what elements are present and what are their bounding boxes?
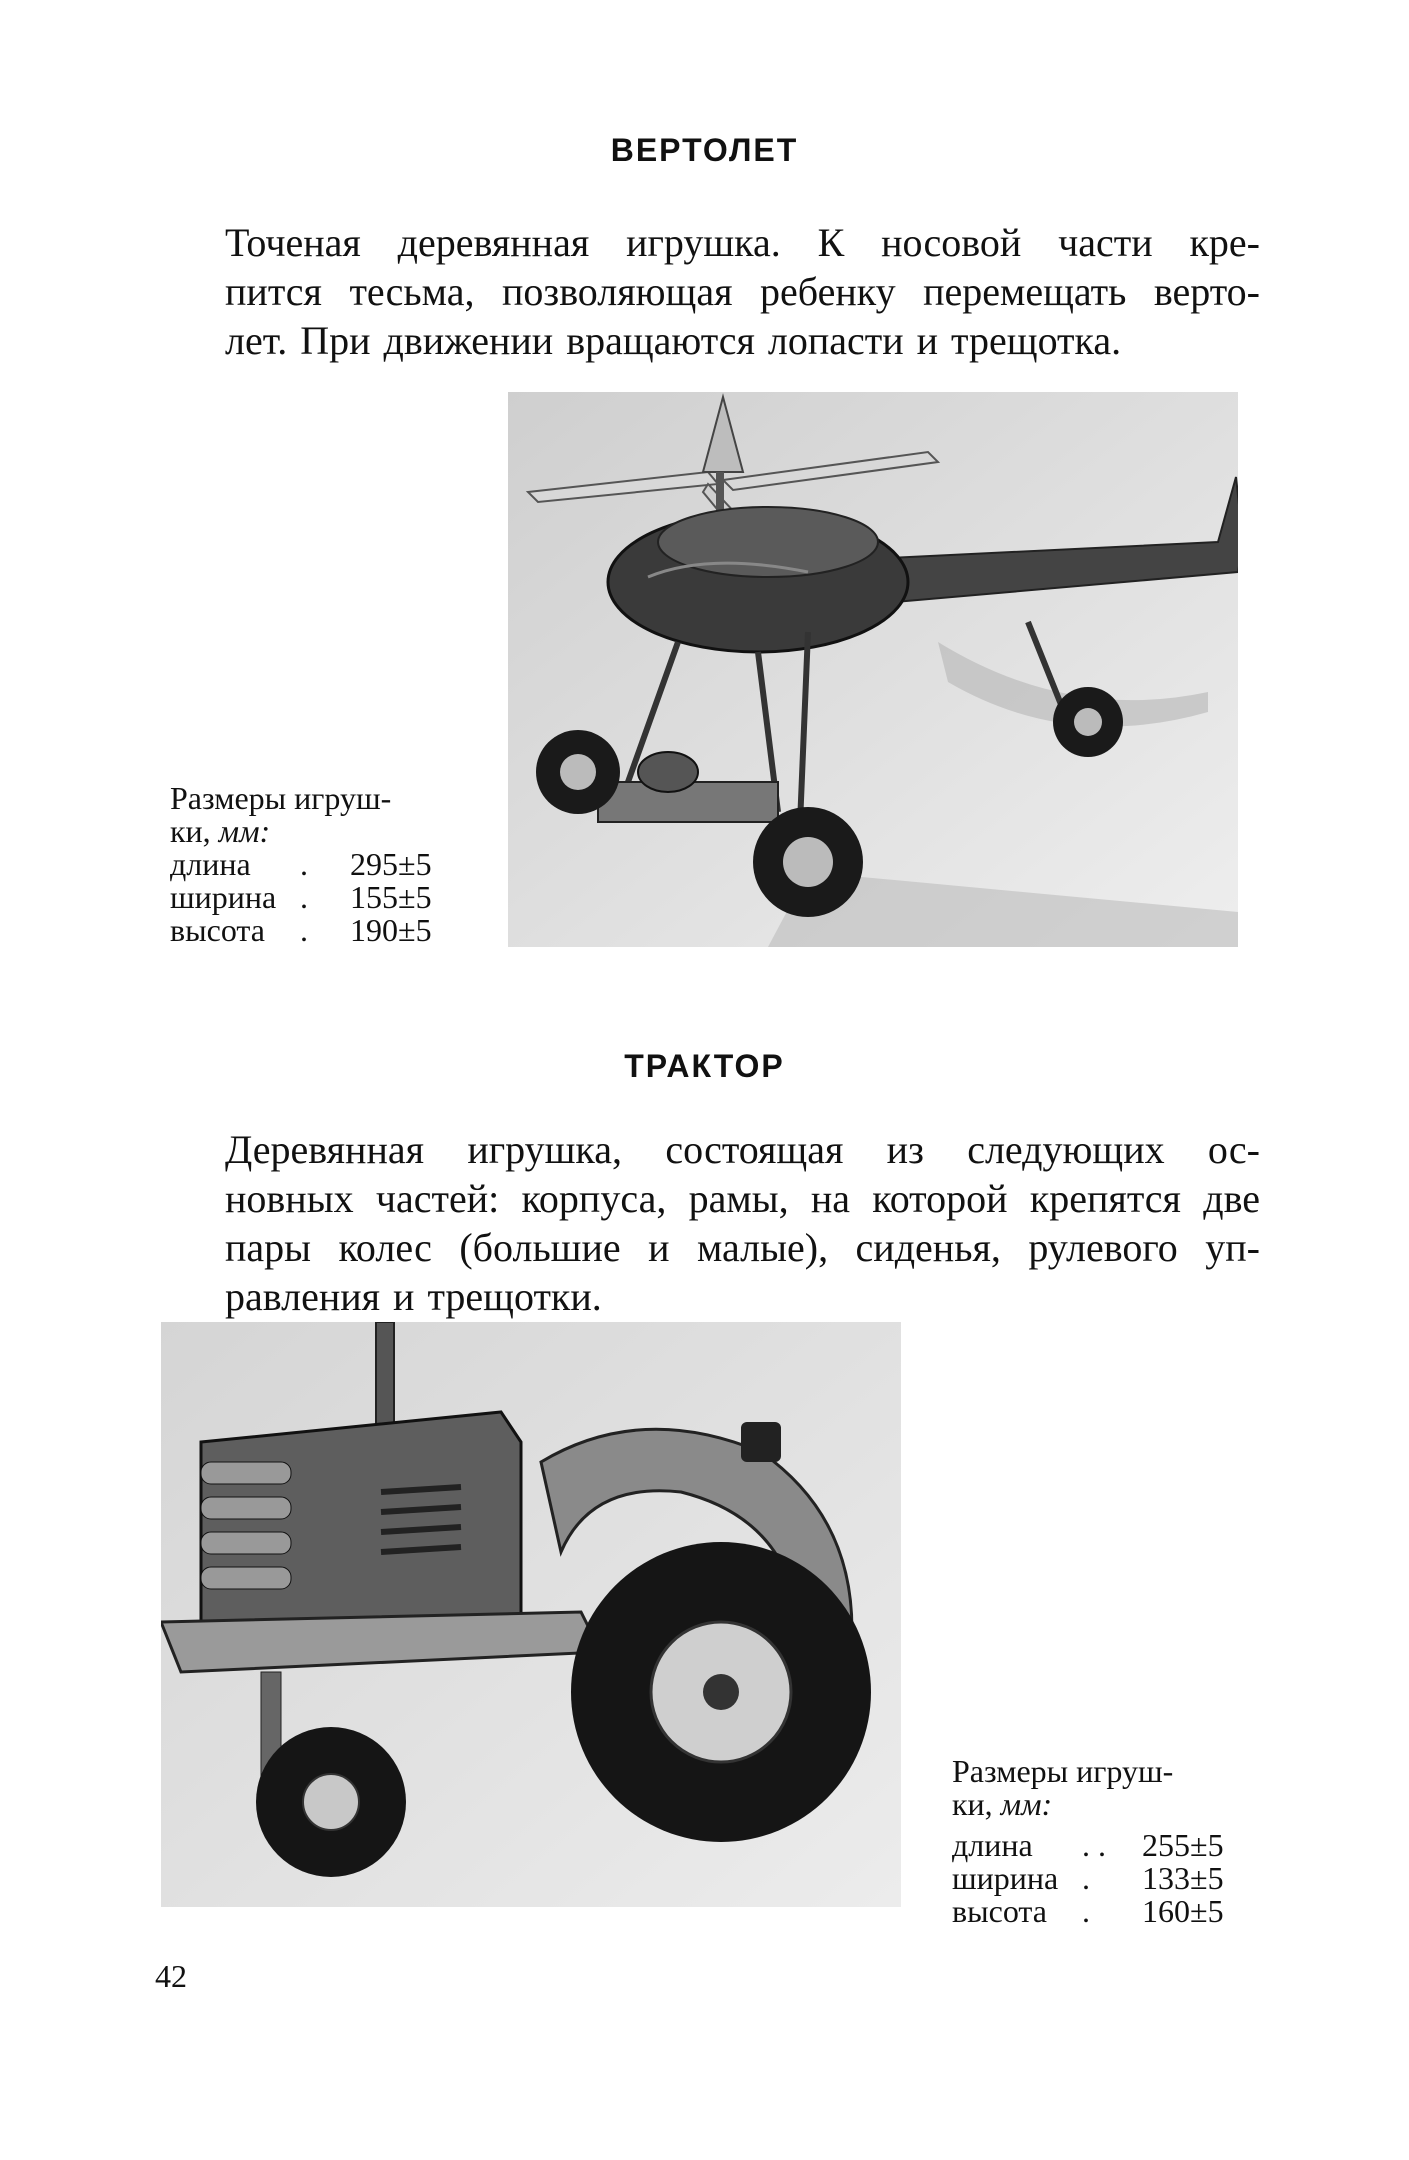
dimension-name: высота — [952, 1893, 1047, 1929]
dimension-value: 255±5 — [1142, 1827, 1224, 1863]
tractor-photo — [161, 1322, 901, 1907]
dimension-value: 155±5 — [350, 879, 432, 915]
text-line: равления и трещотки. — [225, 1274, 602, 1319]
dimension-dots: . — [300, 912, 308, 948]
dimension-value: 133±5 — [1142, 1860, 1224, 1896]
paragraph-helicopter — [225, 218, 1260, 365]
dimension-dots: . — [300, 879, 308, 915]
dimension-value: 160±5 — [1142, 1893, 1224, 1929]
caption-text: Размеры игруш- — [170, 780, 392, 816]
dimension-name: длина — [170, 846, 251, 882]
paragraph-tractor — [225, 1125, 1260, 1321]
caption-text: ки, — [170, 813, 219, 849]
dimension-name: высота — [170, 912, 265, 948]
text-line: новных частей: корпуса, рамы, на которой крепятся две — [225, 1176, 1260, 1221]
dimension-row — [170, 881, 432, 914]
dimensions-caption — [170, 782, 432, 815]
dimension-name: длина — [952, 1827, 1033, 1863]
dimensions-caption-unit — [952, 1788, 1224, 1821]
dimensions-helicopter — [170, 782, 432, 947]
helicopter-photo — [508, 392, 1238, 947]
unit-text: мм: — [218, 813, 271, 849]
caption-text: Размеры игруш- — [952, 1753, 1174, 1789]
dimension-dots: . . — [1082, 1827, 1106, 1863]
dimension-name: ширина — [952, 1860, 1059, 1896]
dimension-row — [952, 1829, 1224, 1862]
caption-text: ки, — [952, 1786, 1001, 1822]
heading-tractor: ТРАКТОР — [624, 1048, 785, 1084]
text-line: Точеная деревянная игрушка. К носовой части кре- — [225, 220, 1260, 265]
dimension-row — [952, 1895, 1224, 1928]
dimension-row — [170, 848, 432, 881]
dimension-row — [952, 1862, 1224, 1895]
dimension-row — [170, 914, 432, 947]
dimension-dots: . — [1082, 1893, 1090, 1929]
dimension-dots: . — [1082, 1860, 1090, 1896]
text-line: лет. При движении вращаются лопасти и трещотка. — [225, 318, 1122, 363]
page-number: 42 — [155, 1958, 187, 1994]
dimensions-caption-unit — [170, 815, 432, 848]
dimensions-caption — [952, 1755, 1224, 1788]
dimension-value: 190±5 — [350, 912, 432, 948]
dimension-dots: . — [300, 846, 308, 882]
text-line: пится тесьма, позволяющая ребенку перемещать верто- — [225, 269, 1260, 314]
dimensions-tractor — [952, 1755, 1224, 1928]
text-line: пары колес (большие и малые), сиденья, рулевого уп- — [225, 1225, 1260, 1270]
heading-helicopter: ВЕРТОЛЕТ — [610, 132, 799, 168]
text-line: Деревянная игрушка, состоящая из следующих ос- — [225, 1127, 1260, 1172]
unit-text: мм: — [1000, 1786, 1053, 1822]
dimension-name: ширина — [170, 879, 277, 915]
dimension-value: 295±5 — [350, 846, 432, 882]
